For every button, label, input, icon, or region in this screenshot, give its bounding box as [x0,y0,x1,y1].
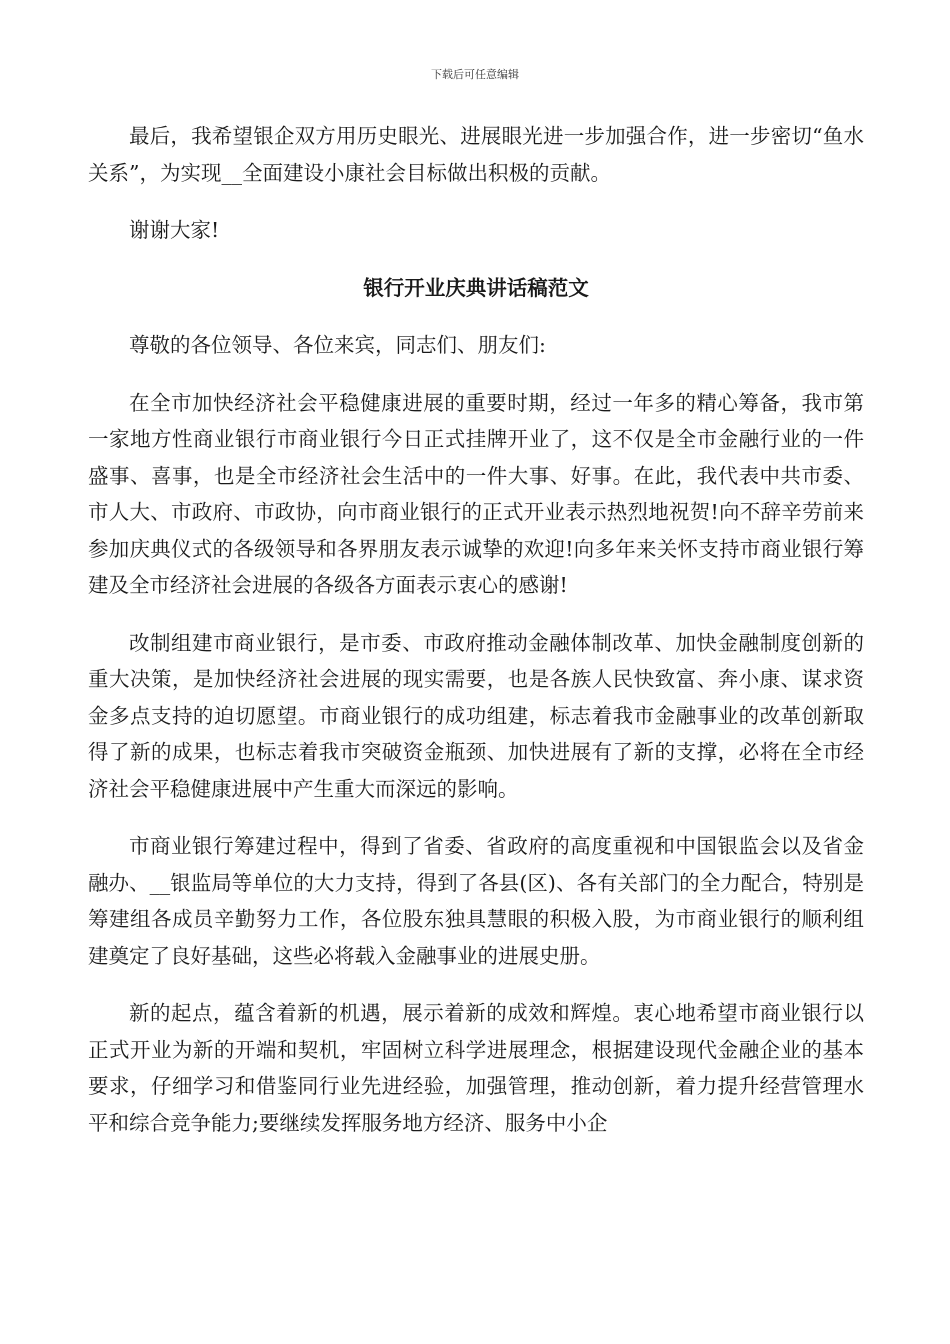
document-body [88,118,864,1162]
paragraph-opening: 在全市加快经济社会平稳健康进展的重要时期，经过一年多的精心筹备，我市第一家地方性商业银行市商业银行今日正式挂牌开业了，这不仅是全市金融行业的一件盛事、喜事，也是全市经济社会生活中的一件大事、好事。在此，我代表中共市委、市人大、市政府、市政协，向市商业银行的正式开业表示热烈地祝贺!向不辞辛劳前来参加庆典仪式的各级领导和各界朋友表示诚挚的欢迎!向多年来关怀支持市商业银行筹建及全市经济社会进展的各级各方面表示衷心的感谢! [88,390,864,597]
paragraph-acknowledgements: 市商业银行筹建过程中，得到了省委、省政府的高度重视和中国银监会以及省金融办、__银监局等单位的大力支持，得到了各县(区)、各有关部门的全力配合，特别是筹建组各成员辛勤努力工作，各位股东独具慧眼的积极入股，为市商业银行的顺利组建奠定了良好基础，这些必将载入金融事业的进展史册。 [88,834,864,968]
document-title: 银行开业庆典讲话稿范文 [363,275,589,300]
paragraph-expectations: 新的起点，蕴含着新的机遇，展示着新的成效和辉煌。衷心地希望市商业银行以正式开业为新的开端和契机，牢固树立科学进展理念，根据建设现代金融企业的基本要求，仔细学习和借鉴同行业先进经验，加强管理，推动创新，着力提升经营管理水平和综合竞争能力;要继续发挥服务地方经济、服务中小企 [88,1001,864,1135]
paragraph-closing-wish: 最后，我希望银企双方用历史眼光、进展眼光进一步加强合作，进一步密切“鱼水关系”，为实现__全面建设小康社会目标做出积极的贡献。 [88,124,864,185]
page-header: 下载后可任意编辑 [431,68,519,81]
paragraph-salutation: 尊敬的各位领导、各位来宾，同志们、朋友们: [129,333,546,357]
paragraph-thanks: 谢谢大家! [129,218,220,242]
paragraph-significance: 改制组建市商业银行，是市委、市政府推动金融体制改革、加快金融制度创新的重大决策，是加快经济社会进展的现实需要，也是各族人民快致富、奔小康、谋求资金多点支持的迫切愿望。市商业银行的成功组建，标志着我市金融事业的改革创新取得了新的成果，也标志着我市突破资金瓶颈、加快进展有了新的支撑，必将在全市经济社会平稳健康进展中产生重大而深远的影响。 [88,630,864,801]
